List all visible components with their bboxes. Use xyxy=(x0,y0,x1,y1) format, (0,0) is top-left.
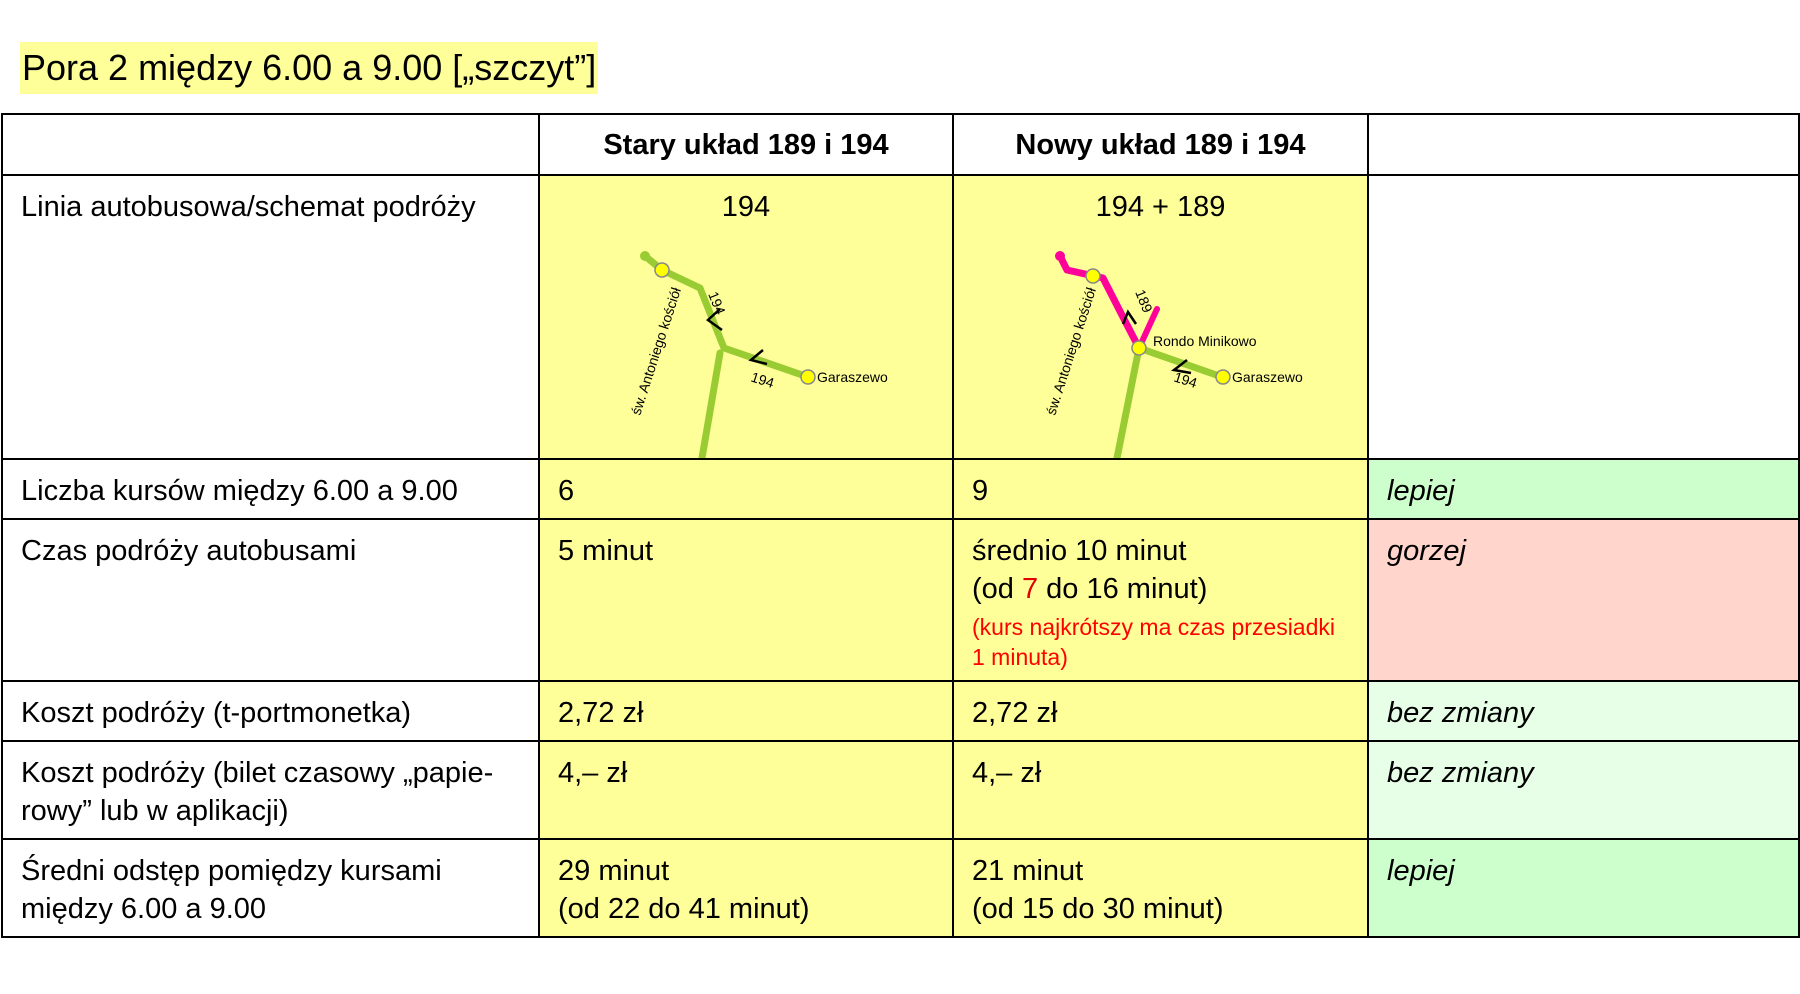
time-label: Czas podróży autobusami xyxy=(2,519,539,681)
courses-label xyxy=(2,459,539,519)
cost-paper-new: 4,– zł xyxy=(953,741,1368,839)
time-new-range-min: 7 xyxy=(1021,573,1039,605)
courses-new: 9 xyxy=(953,459,1368,519)
scheme-row xyxy=(2,175,1799,459)
scheme-verdict-cell xyxy=(1368,175,1799,459)
header-new-layout: Nowy układ 189 i 194 xyxy=(953,114,1368,175)
old-scheme-title: 194 xyxy=(721,191,771,223)
cost-paper-label: Koszt podróży (bilet czasowy „papie-rowy” lub w aplikacji) xyxy=(2,741,539,839)
street-label: św. Antoniego kościół xyxy=(1042,285,1099,417)
courses-label-bold: Liczba kursów między xyxy=(21,475,305,507)
old-scheme-cell xyxy=(539,175,953,459)
cost-t-verdict: bez zmiany xyxy=(1368,681,1799,741)
cost-paper-old: 4,– zł xyxy=(539,741,953,839)
stop-rondo-icon xyxy=(1132,341,1146,355)
cost-t-new: 2,72 zł xyxy=(953,681,1368,741)
time-new xyxy=(953,519,1368,681)
interval-new xyxy=(953,839,1368,937)
route-194-label: 194 xyxy=(705,289,729,317)
header-verdict-cell xyxy=(1368,114,1799,175)
old-route-map xyxy=(540,226,952,458)
interval-new-range: (od 15 do 30 minut) xyxy=(972,893,1224,925)
page-title: Pora 2 między 6.00 a 9.00 [„szczyt”] xyxy=(20,42,598,94)
courses-label-plain: 6.00 a 9.00 xyxy=(304,475,458,507)
time-new-avg: średnio 10 minut xyxy=(972,535,1187,567)
interval-old xyxy=(539,839,953,937)
time-verdict: gorzej xyxy=(1368,519,1799,681)
time-new-range-a: (od xyxy=(972,573,1022,605)
time-new-range-c: do 16 minut) xyxy=(1038,573,1208,605)
interval-row xyxy=(2,839,1799,937)
stop-garaszewo-icon xyxy=(1216,370,1230,384)
new-scheme-title: 194 + 189 xyxy=(1095,191,1226,223)
time-old: 5 minut xyxy=(539,519,953,681)
street-label: św. Antoniego kościół xyxy=(627,285,684,417)
header-old-layout: Stary układ 189 i 194 xyxy=(539,114,953,175)
scheme-label: Linia autobusowa/schemat podróży xyxy=(2,175,539,459)
stop-rondo-label: Rondo Minikowo xyxy=(1152,333,1256,349)
interval-label-bold: Średni odstęp pomiędzy kursami między xyxy=(21,855,442,925)
interval-new-avg: 21 minut xyxy=(972,855,1084,887)
new-route-map xyxy=(955,226,1367,458)
cost-t-old: 2,72 zł xyxy=(539,681,953,741)
cost-paper-row xyxy=(2,741,1799,839)
interval-label xyxy=(2,839,539,937)
stop-kosciol-icon xyxy=(655,263,669,277)
time-new-note: (kurs najkrótszy ma czas przesiadki 1 minuta) xyxy=(972,614,1335,670)
cost-t-label: Koszt podróży (t-portmonetka) xyxy=(2,681,539,741)
new-scheme-cell xyxy=(953,175,1368,459)
stop-garaszewo-icon xyxy=(801,370,815,384)
courses-old: 6 xyxy=(539,459,953,519)
interval-old-avg: 29 minut xyxy=(558,855,670,887)
route-194-label-2: 194 xyxy=(749,368,777,392)
courses-verdict: lepiej xyxy=(1368,459,1799,519)
cost-paper-verdict: bez zmiany xyxy=(1368,741,1799,839)
interval-verdict: lepiej xyxy=(1368,839,1799,937)
header-empty-cell xyxy=(2,114,539,175)
stop-kosciol-icon xyxy=(1086,269,1100,283)
route-189-label: 189 xyxy=(1131,287,1156,315)
route-194-label: 194 xyxy=(1171,368,1199,392)
stop-garaszewo-label: Garaszewo xyxy=(1231,369,1303,385)
courses-row xyxy=(2,459,1799,519)
route-end-dot xyxy=(640,251,650,261)
route-end-dot xyxy=(1055,251,1065,261)
time-row xyxy=(2,519,1799,681)
stop-garaszewo-label: Garaszewo xyxy=(817,369,888,385)
cost-t-row xyxy=(2,681,1799,741)
interval-old-range: (od 22 do 41 minut) xyxy=(558,893,810,925)
comparison-table xyxy=(1,113,1800,938)
interval-label-plain: 6.00 a 9.00 xyxy=(112,893,267,925)
header-row xyxy=(2,114,1799,175)
